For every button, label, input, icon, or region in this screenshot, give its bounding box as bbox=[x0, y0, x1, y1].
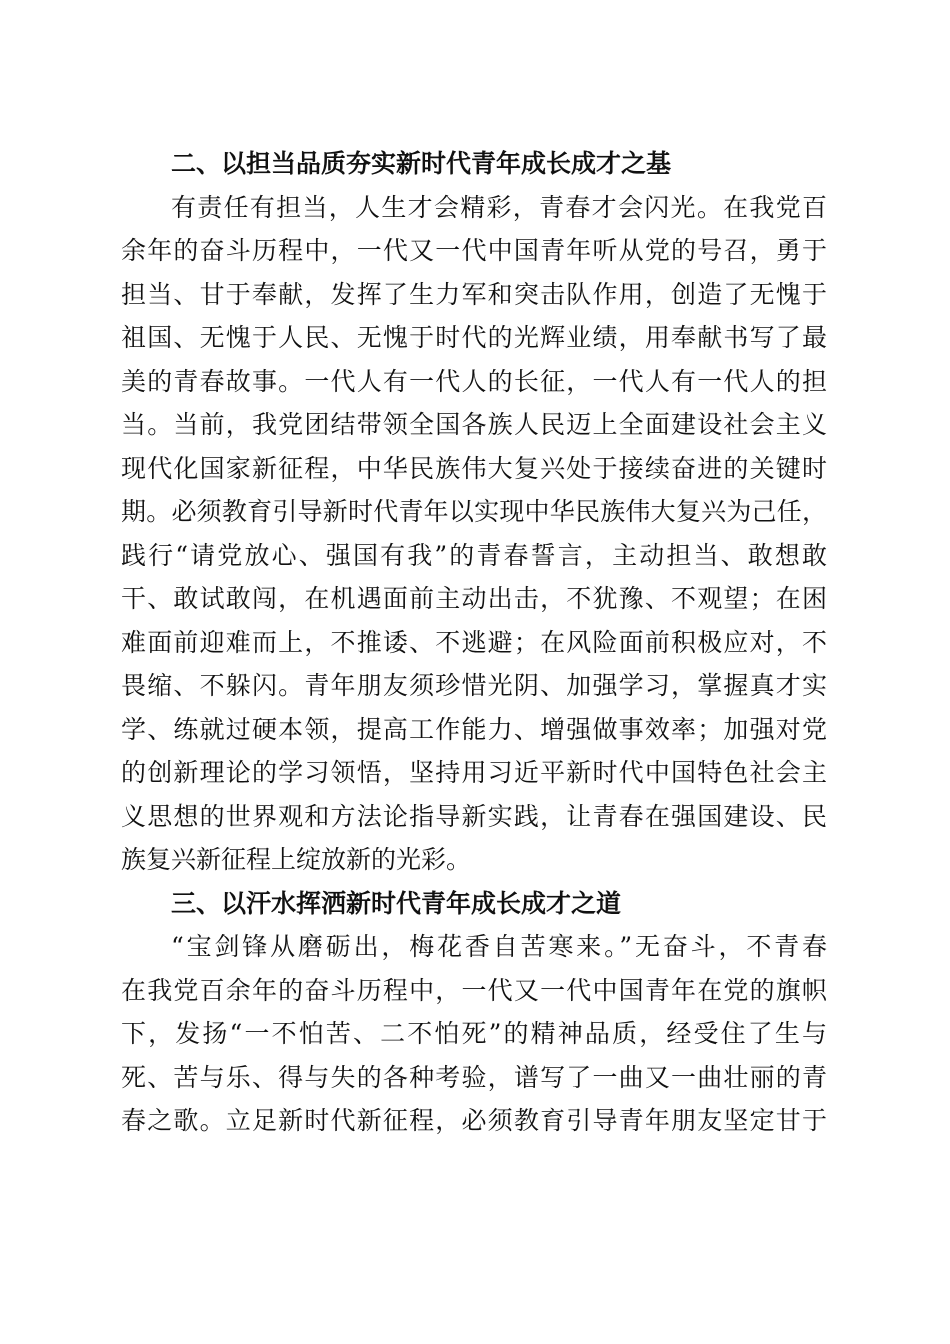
section-2-paragraph bbox=[121, 186, 827, 882]
paragraph-line: 死、苦与乐、得与失的各种考验，谱写了一曲又一曲壮丽的青 bbox=[121, 1062, 827, 1092]
paragraph-line: 余年的奋斗历程中，一代又一代中国青年听从党的号召，勇于 bbox=[121, 236, 827, 265]
section-heading-2: 二、以担当品质夯实新时代青年成长成才之基 bbox=[171, 149, 672, 178]
paragraph-line: 干、敢试敢闯，在机遇面前主动出击，不犹豫、不观望；在困 bbox=[121, 584, 827, 613]
paragraph-line: 有责任有担当，人生才会精彩，青春才会闪光。在我党百 bbox=[171, 192, 827, 222]
paragraph-line: 难面前迎难而上，不推诿、不逃避；在风险面前积极应对，不 bbox=[121, 627, 827, 657]
document-body bbox=[121, 142, 827, 1143]
paragraph-line: “宝剑锋从磨砺出，梅花香自苦寒来。”无奋斗，不青春 bbox=[171, 932, 827, 961]
paragraph-line: 学、练就过硬本领，提高工作能力、增强做事效率；加强对党 bbox=[121, 714, 827, 744]
paragraph-line: 担当、甘于奉献，发挥了生力军和突击队作用，创造了无愧于 bbox=[121, 279, 827, 309]
paragraph-line: 下，发扬“一不怕苦、二不怕死”的精神品质，经受住了生与 bbox=[121, 1019, 827, 1048]
paragraph-line: 族复兴新征程上绽放新的光彩。 bbox=[121, 845, 472, 874]
paragraph-line: 祖国、无愧于人民、无愧于时代的光辉业绩，用奉献书写了最 bbox=[121, 323, 827, 352]
paragraph-line: 义思想的世界观和方法论指导新实践，让青春在强国建设、民 bbox=[121, 801, 827, 831]
paragraph-line: 美的青春故事。一代人有一代人的长征，一代人有一代人的担 bbox=[121, 366, 827, 396]
section-heading-3: 三、以汗水挥洒新时代青年成长成才之道 bbox=[171, 888, 622, 918]
paragraph-line: 现代化国家新征程，中华民族伟大复兴处于接续奋进的关键时 bbox=[121, 453, 827, 483]
paragraph-line: 期。必须教育引导新时代青年以实现中华民族伟大复兴为己任， bbox=[121, 497, 827, 526]
section-3-paragraph bbox=[121, 925, 827, 1143]
paragraph-line: 的创新理论的学习领悟，坚持用习近平新时代中国特色社会主 bbox=[121, 758, 827, 787]
paragraph-line: 在我党百余年的奋斗历程中，一代又一代中国青年在党的旗帜 bbox=[121, 975, 827, 1005]
paragraph-line: 践行“请党放心、强国有我”的青春誓言，主动担当、敢想敢 bbox=[121, 540, 827, 570]
paragraph-line: 畏缩、不躲闪。青年朋友须珍惜光阴、加强学习，掌握真才实 bbox=[121, 671, 827, 700]
paragraph-line: 当。当前，我党团结带领全国各族人民迈上全面建设社会主义 bbox=[121, 410, 827, 439]
paragraph-line: 春之歌。立足新时代新征程，必须教育引导青年朋友坚定甘于 bbox=[121, 1106, 827, 1135]
